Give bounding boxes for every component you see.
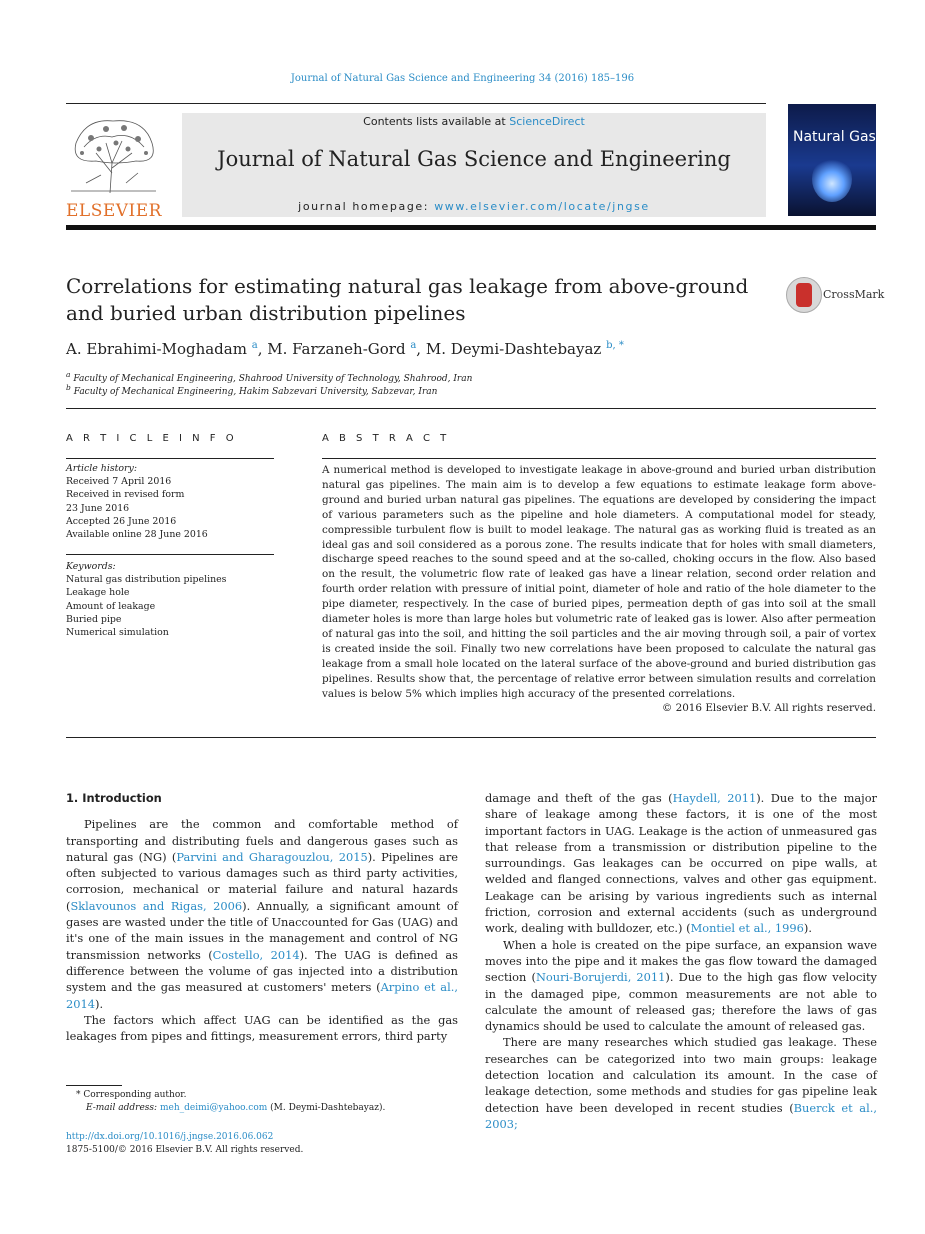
- gas-flame-icon: [812, 156, 852, 202]
- author-affiliation-link[interactable]: a: [251, 340, 258, 351]
- section-rule: [66, 737, 876, 738]
- author-name: M. Deymi-Dashtebayaz: [425, 340, 602, 358]
- abstract-rule: [322, 458, 876, 459]
- section-heading: 1. Introduction: [66, 791, 162, 805]
- paragraph: When a hole is created on the pipe surface, an expansion wave moves into the pipe and it makes the gas flow toward the damaged section (Nouri-Borujerdi, 2011). Due to the high gas flow velocity in the damaged pipe, common measurements are not able to calculate the amount of released gas; therefore the laws of gas dynamics should be used to calculate the amount of released gas.: [485, 937, 877, 1034]
- citation-link[interactable]: Sklavounos and Rigas, 2006: [70, 898, 243, 913]
- crossmark-icon: [786, 277, 822, 313]
- doi-link[interactable]: [66, 1132, 273, 1142]
- keyword-item: Natural gas distribution pipelines: [66, 574, 227, 586]
- elsevier-wordmark: ELSEVIER: [66, 201, 162, 221]
- keyword-item: Leakage hole: [66, 587, 130, 599]
- sciencedirect-link[interactable]: ScienceDirect: [509, 115, 585, 128]
- cover-title: Natural Gas: [793, 129, 876, 145]
- crossmark-label: CrossMark: [823, 288, 885, 301]
- paragraph: There are many researches which studied gas leakage. These researches can be categorized into two main groups: leakage detection location and calculation its amount. In the case of leakage detection, some methods and studies for gas pipeline leak detection have been developed in recent studies (Buerck et al., 2003;: [485, 1035, 877, 1131]
- section-rule: [66, 408, 876, 409]
- corresponding-author-note: * Corresponding author.: [76, 1090, 187, 1100]
- affiliation: [66, 383, 437, 397]
- doi-text[interactable]: http://dx.doi.org/10.1016/j.jngse.2016.06.062: [66, 1132, 274, 1142]
- abstract-text: A numerical method is developed to investigate leakage in above-ground and buried urban distribution natural gas pipelines. The main aim is to develop a few equations to estimate leakage form above-ground and buried urban natural gas pipelines. The equations are developed by considering the impact of various parameters such as the pipeline and hole diameters. A computational model for steady, compressible turbulent flow is built to model leakage. The natural gas as working fluid is treated as an ideal gas and soil considered as a porous zone. The results indicate that for holes with small diameters, discharge speed reaches to the sound speed and at the so-called, choking occurs in the flow. Also based on the result, the volumetric flow rate of leaked gas have a linear relation, second order relation and fourth order relation with pressure of initial point, diameter of hole and ratio of the hole diameter to the pipe diameter, respectively. In the case of buried pipes, permeation depth of gas into soil at the small diameter holes is more than large holes but volumetric rate of leaked gas is lower. Also after permeation of natural gas into the soil, and hitting the soil particles and the air moving through soil, a pair of vortex is created inside the soil. Finally two new correlations have been proposed to calculate the natural gas leakage from a small hole located on the lateral surface of the above-ground and buried distribution gas pipelines. Results show that, the percentage of relative error between simulation results and correlation values is below 5% which implies high accuracy of the presented correlations.: [322, 464, 876, 700]
- citation-link[interactable]: Arpino et al., 2014: [66, 980, 458, 1011]
- paragraph: The factors which affect UAG can be identified as the gas leakages from pipes and fittings, measurement errors, third party: [66, 1012, 458, 1044]
- keywords-rule: [66, 554, 274, 555]
- header-rule: [66, 103, 766, 104]
- article-title: Correlations for estimating natural gas leakage from above-ground and buried urban distribution pipelines: [66, 274, 749, 325]
- author-list: A. Ebrahimi-Moghadam $^a$, M. Farzaneh-Gord $^a$, M. Deymi-Dashtebayaz $^{b, *}$: [66, 340, 624, 358]
- citation-link[interactable]: Haydell, 2011: [672, 791, 757, 805]
- issn-copyright: 1875-5100/© 2016 Elsevier B.V. All rights reserved.: [66, 1145, 304, 1155]
- citation-link[interactable]: Parvini and Gharagouzlou, 2015: [176, 849, 368, 864]
- email-note: [86, 1103, 385, 1113]
- affiliation-marker: a: [66, 370, 71, 379]
- history-item: Accepted 26 June 2016: [66, 515, 177, 527]
- header-thick-rule: [66, 225, 876, 230]
- keyword-item: Buried pipe: [66, 613, 122, 625]
- elsevier-tree-icon: [66, 113, 161, 195]
- history-item: Received in revised form: [66, 489, 185, 501]
- paragraph: damage and theft of the gas (Haydell, 2011). Due to the major share of leakage among these factors, it is one of the most important factors in UAG. Leakage is the action of unmeasured gas that release from a transmission or distribution pipeline to the surroundings. Gas leakages can be occurred on pipe walls, at welded and flanged connections, valves and other gas equipment. Leakage can be arising by various ingredients such as internal friction, corrosion and external accidents (such as underground work, dealing with bulldozer, etc.) (Montiel et al., 1996).: [485, 791, 877, 936]
- homepage-prefix: journal homepage:: [298, 200, 435, 213]
- email-label: E-mail address:: [86, 1103, 158, 1113]
- author-name: A. Ebrahimi-Moghadam: [66, 340, 247, 358]
- body-column-left: [66, 790, 458, 1044]
- article-info-rule: [66, 458, 274, 459]
- citation-link[interactable]: Buerck et al., 2003;: [485, 1100, 877, 1131]
- contents-available: [182, 115, 766, 128]
- history-item: Available online 28 June 2016: [66, 529, 208, 541]
- history-item: 23 June 2016: [66, 502, 130, 514]
- body-column-right: [485, 790, 877, 1132]
- abstract-heading: A B S T R A C T: [322, 433, 450, 444]
- journal-homepage: [182, 200, 766, 213]
- affiliation-text: Faculty of Mechanical Engineering, Hakim Sabzevari University, Sabzevar, Iran: [73, 387, 438, 397]
- affiliation-text: Faculty of Mechanical Engineering, Shahrood University of Technology, Shahrood, Iran: [73, 374, 473, 384]
- author-name: M. Farzaneh-Gord: [267, 340, 406, 358]
- keywords: [66, 560, 276, 639]
- paragraph: Pipelines are the common and comfortable method of transporting and distributing fuels and dangerous gases such as natural gas (NG) (Parvini and Gharagouzlou, 2015). Pipelines are often subjected to various damages such as third party activities, corrosion, mechanical or material failure and natural hazards (Sklavounos and Rigas, 2006). Annually, a significant amount of gases are wasted under the title of Unaccounted for Gas (UAG) and it's one of the main issues in the management and control of NG transmission networks (Costello, 2014). The UAG is defined as difference between the volume of gas injected into a distribution system and the gas measured at customers' meters (Arpino et al., 2014).: [66, 817, 458, 1011]
- email-owner: (M. Deymi-Dashtebayaz).: [270, 1103, 386, 1113]
- citation-link[interactable]: Costello, 2014: [212, 947, 300, 962]
- email-link[interactable]: meh_deimi@yahoo.com: [159, 1103, 268, 1113]
- history-label: Article history:: [66, 463, 137, 474]
- footnote-rule: [66, 1085, 122, 1086]
- journal-reference[interactable]: Journal of Natural Gas Science and Engineering 34 (2016) 185–196: [290, 73, 635, 84]
- article-history: [66, 462, 276, 541]
- journal-title: Journal of Natural Gas Science and Engineering: [217, 147, 731, 171]
- journal-cover-image[interactable]: [788, 104, 876, 216]
- keyword-item: Amount of leakage: [66, 600, 156, 612]
- citation-link[interactable]: Nouri-Borujerdi, 2011: [535, 970, 666, 985]
- elsevier-logo[interactable]: [66, 113, 162, 221]
- history-item: Received 7 April 2016: [66, 476, 172, 488]
- affiliation-marker: b: [66, 383, 71, 392]
- author-affiliation-link[interactable]: b, *: [606, 340, 624, 351]
- keywords-label: Keywords:: [66, 561, 116, 572]
- homepage-link[interactable]: www.elsevier.com/locate/jngse: [434, 200, 650, 213]
- author-affiliation-link[interactable]: a: [410, 340, 417, 351]
- abstract-copyright: © 2016 Elsevier B.V. All rights reserved.: [661, 702, 876, 714]
- citation-link[interactable]: Montiel et al., 1996: [690, 921, 804, 936]
- crossmark-badge[interactable]: [786, 277, 885, 313]
- journal-banner: [182, 113, 766, 217]
- corresponding-text: Corresponding author.: [83, 1090, 187, 1100]
- keyword-item: Numerical simulation: [66, 627, 169, 639]
- contents-prefix: Contents lists available at: [363, 115, 510, 128]
- article-info-heading: A R T I C L E I N F O: [66, 433, 238, 444]
- affiliation: [66, 370, 472, 384]
